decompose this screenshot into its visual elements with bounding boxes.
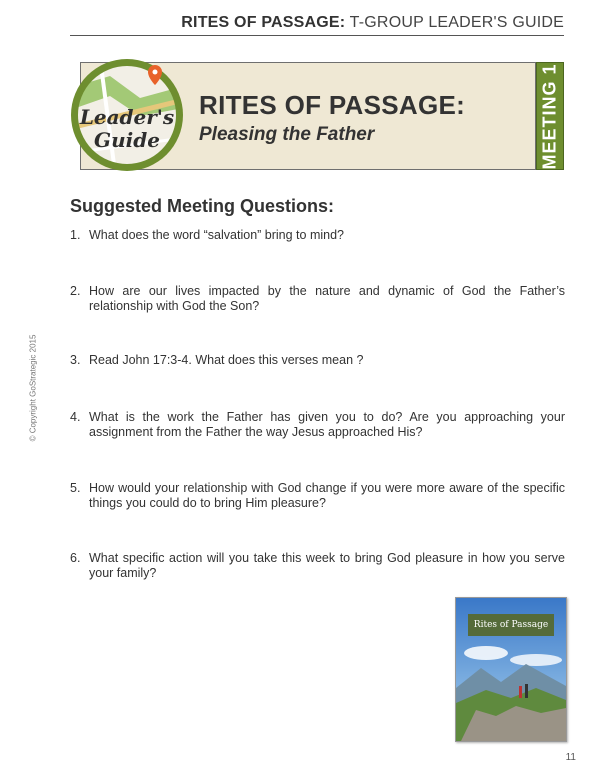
hiker-figure — [525, 684, 528, 698]
question-item — [70, 228, 565, 243]
copyright-notice: © Copyright GoStrategic 2015 — [28, 334, 38, 442]
question-text: What does the word “salvation” bring to mind? — [89, 228, 344, 242]
question-item — [70, 481, 565, 511]
question-item — [70, 284, 565, 314]
running-head-title: RITES OF PASSAGE: — [181, 14, 346, 31]
question-number: 4. — [70, 410, 81, 424]
question-number: 5. — [70, 481, 81, 495]
question-item — [70, 410, 565, 440]
book-cover-title: Rites of Passage — [468, 614, 554, 636]
question-text: Read John 17:3-4. What does this verses mean ? — [89, 353, 364, 367]
question-text: What specific action will you take this week to bring God pleasure in how you serve your family? — [89, 551, 565, 580]
question-text: How would your relationship with God change if you were more aware of the specific things you could do to bring Him pleasure? — [89, 481, 565, 510]
question-text: What is the work the Father has given you to do? Are you approaching your assignment from the Father the way Jesus approached His? — [89, 410, 565, 439]
meeting-label: MEETING 1 — [539, 62, 560, 170]
hiker-figure — [519, 686, 522, 698]
badge-label — [70, 106, 184, 152]
section-title: Suggested Meeting Questions: — [70, 196, 335, 216]
question-number: 1. — [70, 228, 81, 242]
badge-line-2: Guide — [94, 128, 160, 152]
page-title: RITES OF PASSAGE: — [199, 90, 466, 120]
badge-line-1: Leader's — [79, 105, 175, 129]
question-number: 3. — [70, 353, 81, 367]
question-item — [70, 551, 565, 581]
question-item — [70, 353, 565, 368]
question-number: 6. — [70, 551, 81, 565]
question-text: How are our lives impacted by the nature and dynamic of God the Father’s relationship with God the Son? — [89, 284, 565, 313]
running-head-subtitle: T-GROUP LEADER'S GUIDE — [349, 14, 564, 31]
question-number: 2. — [70, 284, 81, 298]
page-number: 11 — [565, 752, 576, 763]
meeting-tab — [536, 62, 564, 170]
book-cover-image — [455, 597, 567, 742]
page-subtitle: Pleasing the Father — [199, 124, 375, 145]
running-head — [70, 14, 564, 36]
